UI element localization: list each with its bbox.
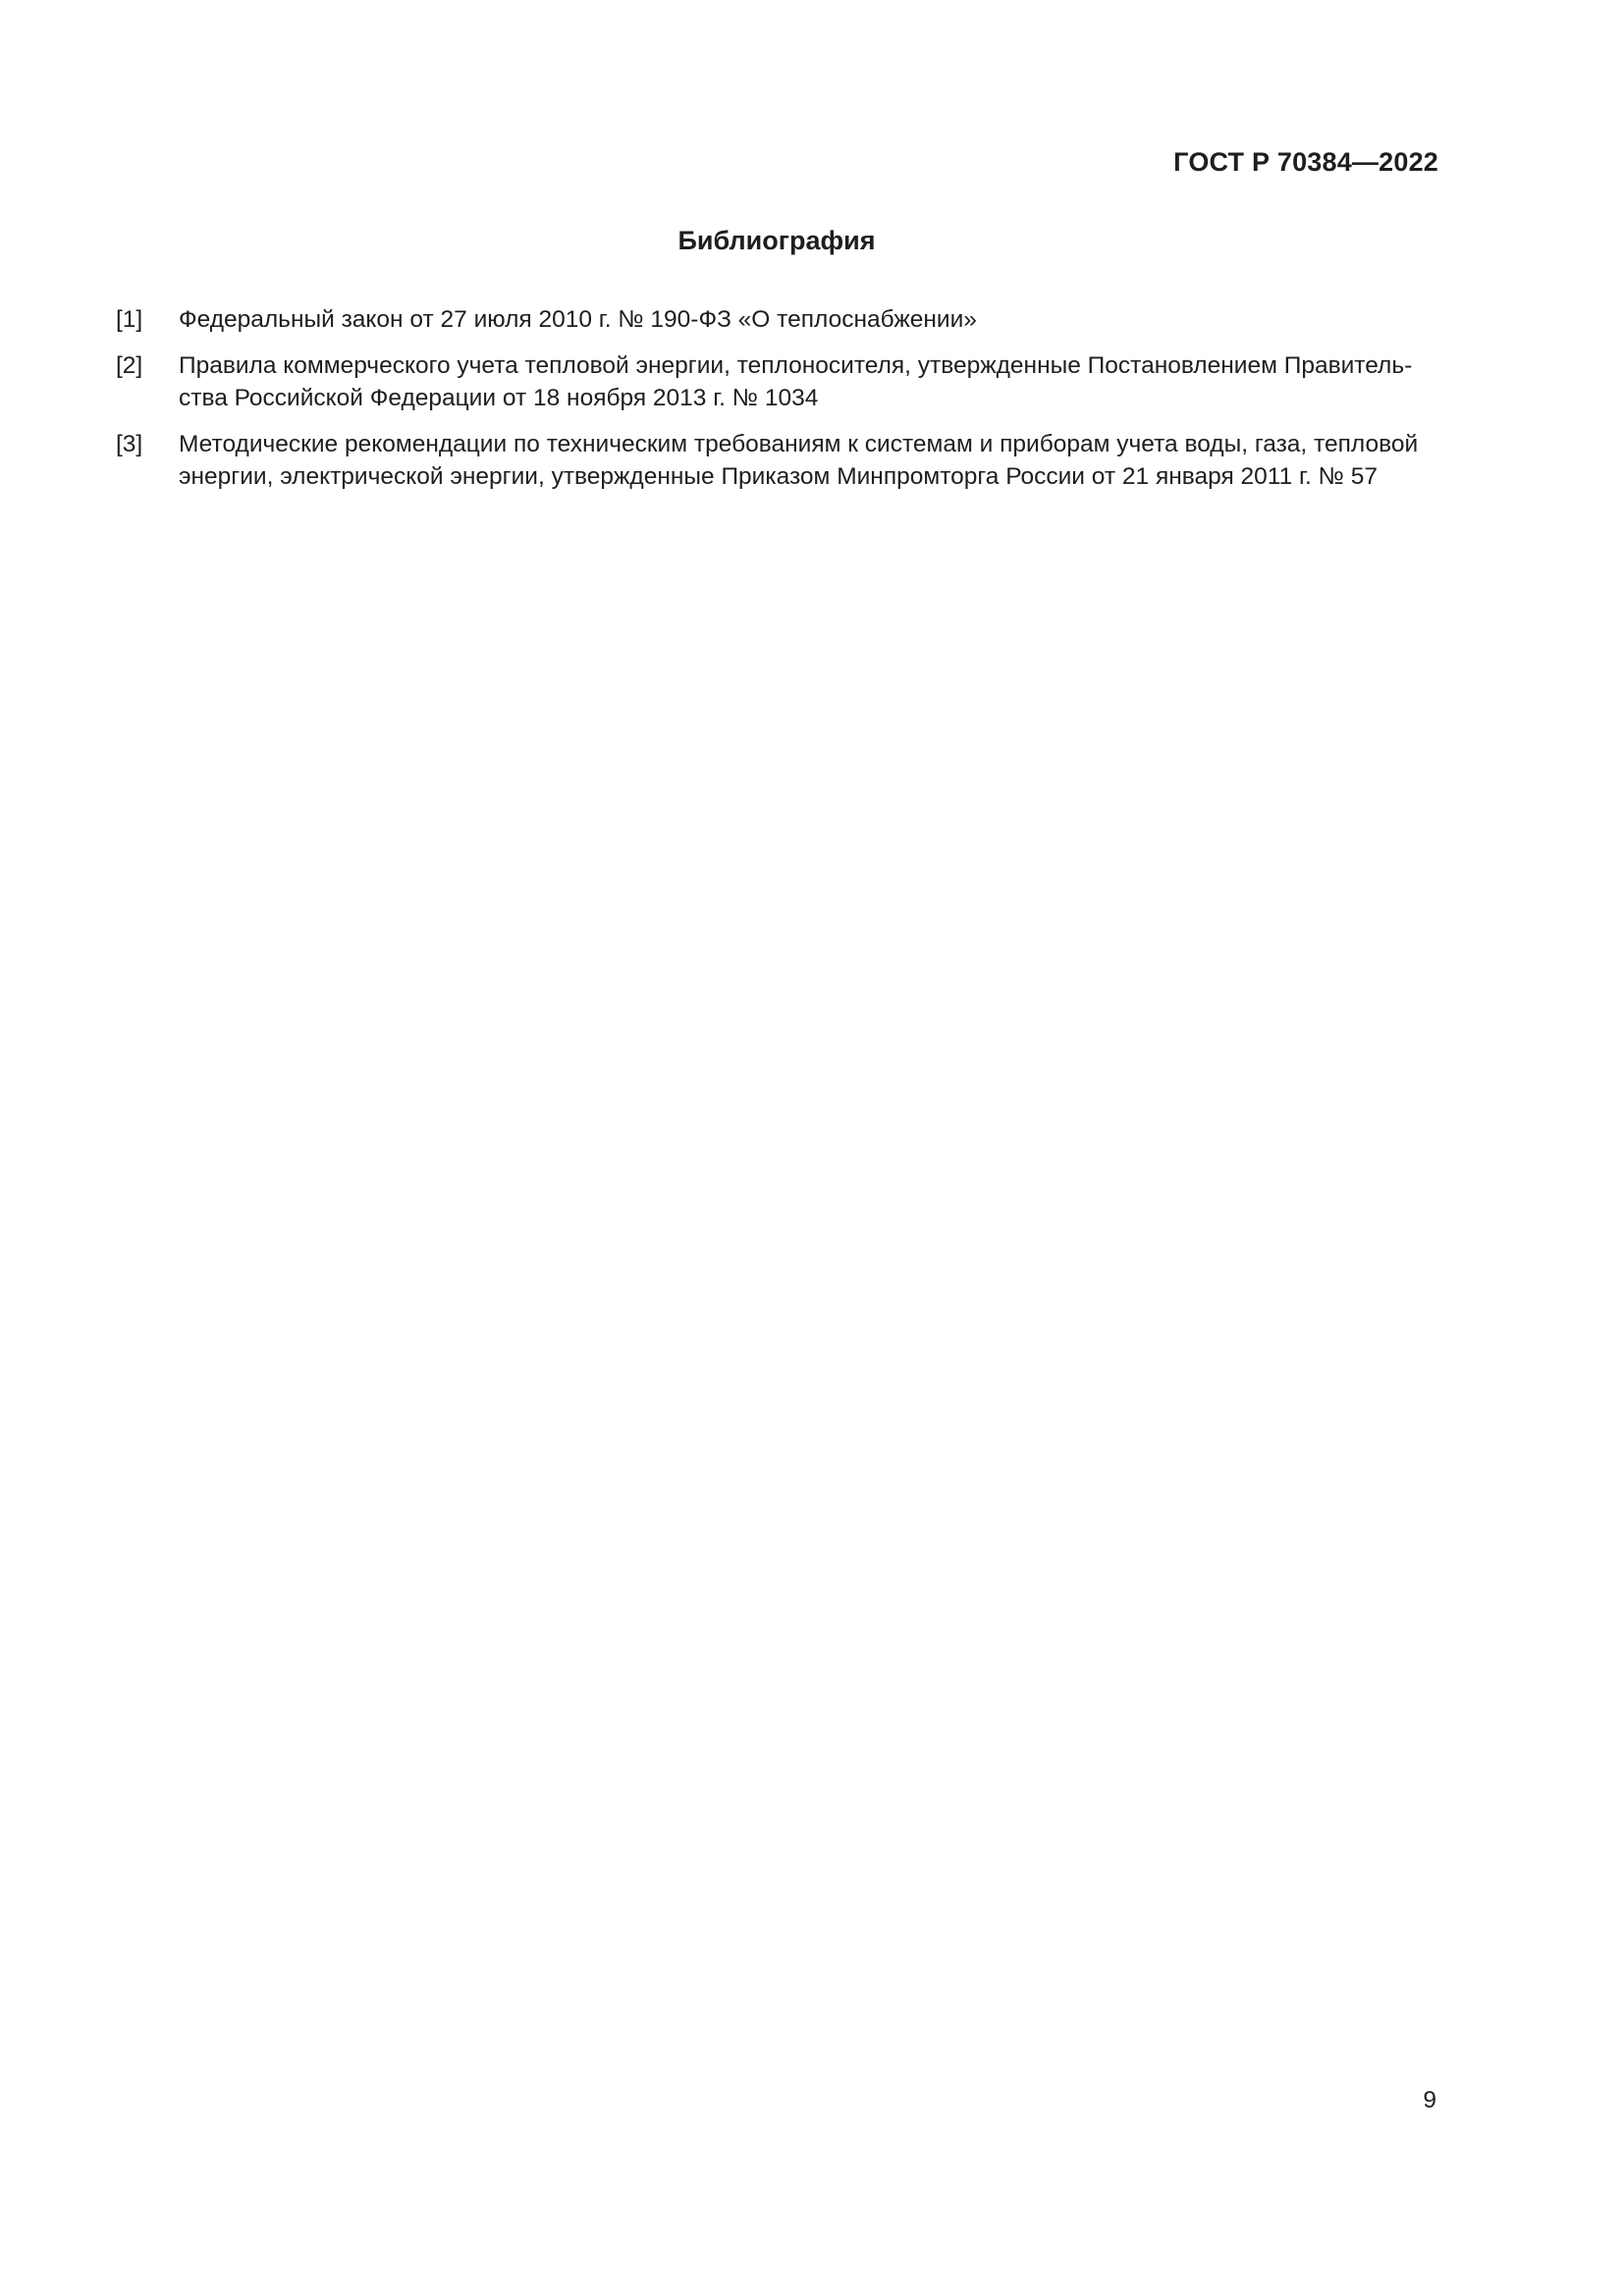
reference-line: энергии, электрической энергии, утвержденные Приказом Минпромторга России от 21 января 2011 г. № 57: [179, 463, 1378, 490]
reference-text: [179, 349, 1441, 414]
reference-number: [3]: [116, 431, 143, 457]
page-number: 9: [1423, 2087, 1436, 2113]
reference-line: Методические рекомендации по техническим требованиям к системам и приборам учета воды, газа, тепловой: [179, 431, 1419, 457]
bibliography-item: [116, 428, 1441, 493]
reference-line: ства Российской Федерации от 18 ноября 2013 г. № 1034: [179, 385, 819, 411]
reference-text: [179, 428, 1441, 493]
bibliography-title: Библиография: [677, 226, 876, 255]
bibliography-item: [116, 349, 1441, 414]
reference-number: [1]: [116, 306, 143, 333]
document-code-header: ГОСТ Р 70384—2022: [1173, 147, 1438, 177]
reference-line: Федеральный закон от 27 июля 2010 г. № 190-ФЗ «О теплоснабжении»: [179, 306, 977, 333]
bibliography-list: [116, 303, 1441, 507]
bibliography-item: [116, 303, 1441, 336]
reference-number: [2]: [116, 352, 143, 379]
reference-text: [179, 303, 1441, 336]
reference-line: Правила коммерческого учета тепловой энергии, теплоносителя, утвержденные Постановлением Правитель-: [179, 352, 1413, 379]
